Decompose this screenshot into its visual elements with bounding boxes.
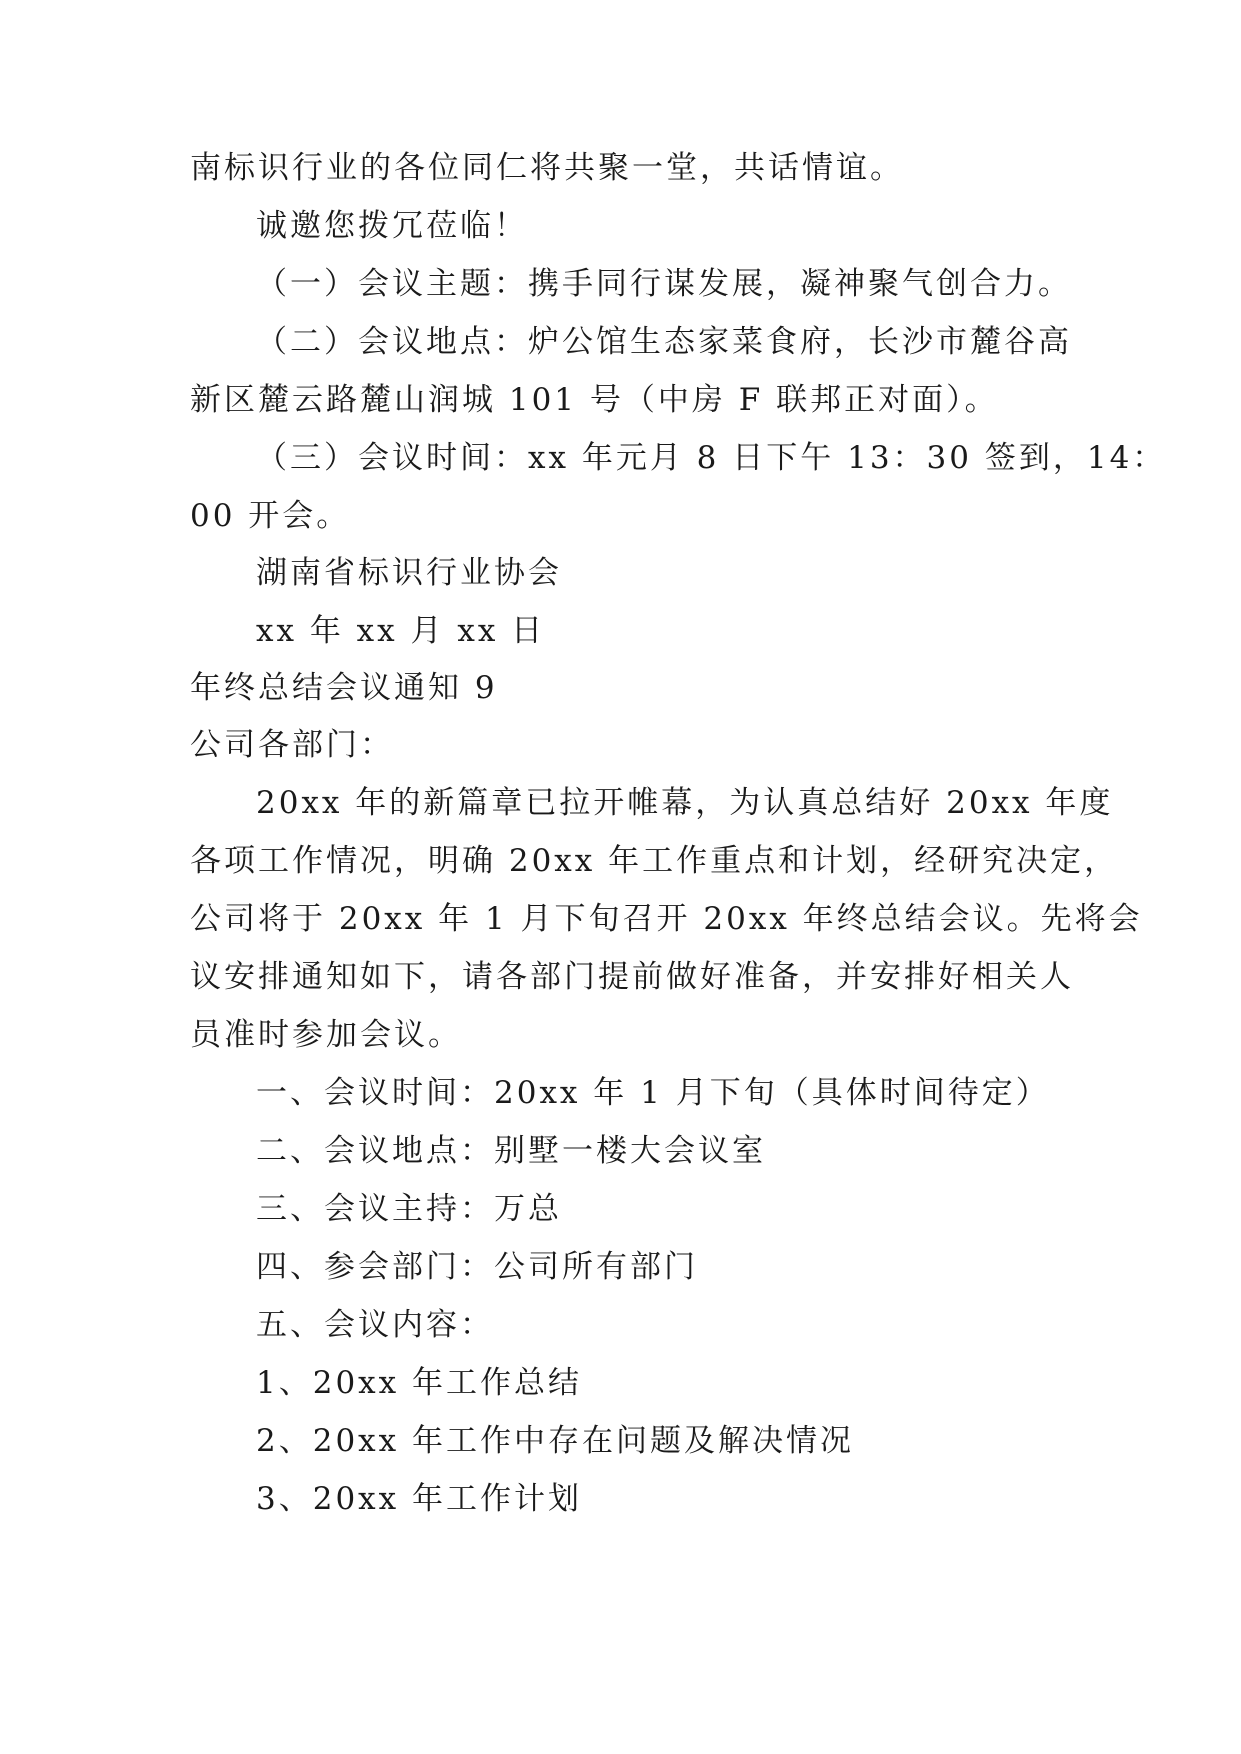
paragraph-line: 20xx 年的新篇章已拉开帷幕，为认真总结好 20xx 年度 xyxy=(256,785,1114,821)
list-item: 三、会议主持：万总 xyxy=(256,1191,562,1227)
list-item: 2、20xx 年工作中存在问题及解决情况 xyxy=(256,1423,854,1459)
paragraph-line: 南标识行业的各位同仁将共聚一堂，共话情谊。 xyxy=(190,150,904,186)
list-item: 1、20xx 年工作总结 xyxy=(256,1365,582,1401)
list-item: 四、参会部门：公司所有部门 xyxy=(256,1249,698,1285)
paragraph-line: 议安排通知如下，请各部门提前做好准备，并安排好相关人 xyxy=(190,959,1074,995)
paragraph-line: （一）会议主题：携手同行谋发展，凝神聚气创合力。 xyxy=(256,266,1072,302)
paragraph-line: 各项工作情况，明确 20xx 年工作重点和计划，经研究决定， xyxy=(190,843,1119,879)
paragraph-line: （二）会议地点：炉公馆生态家菜食府，长沙市麓谷高 xyxy=(256,324,1072,360)
list-item: 一、会议时间：20xx 年 1 月下旬（具体时间待定） xyxy=(256,1075,1050,1111)
salutation: 公司各部门： xyxy=(190,727,394,763)
list-item: 3、20xx 年工作计划 xyxy=(256,1481,582,1517)
signature-date: xx 年 xx 月 xx 日 xyxy=(256,613,546,649)
paragraph-line: 新区麓云路麓山润城 101 号（中房 F 联邦正对面）。 xyxy=(190,382,999,418)
signature-organization: 湖南省标识行业协会 xyxy=(256,555,562,591)
paragraph-line: 诚邀您拨冗莅临！ xyxy=(256,208,528,244)
paragraph-line: （三）会议时间：xx 年元月 8 日下午 13：30 签到，14： xyxy=(256,440,1167,476)
paragraph-line: 员准时参加会议。 xyxy=(190,1017,462,1053)
paragraph-line: 00 开会。 xyxy=(190,498,351,534)
notice-title: 年终总结会议通知 9 xyxy=(190,670,498,706)
paragraph-line: 公司将于 20xx 年 1 月下旬召开 20xx 年终总结会议。先将会 xyxy=(190,901,1143,937)
list-item: 二、会议地点：别墅一楼大会议室 xyxy=(256,1133,766,1169)
list-item: 五、会议内容： xyxy=(256,1307,494,1343)
